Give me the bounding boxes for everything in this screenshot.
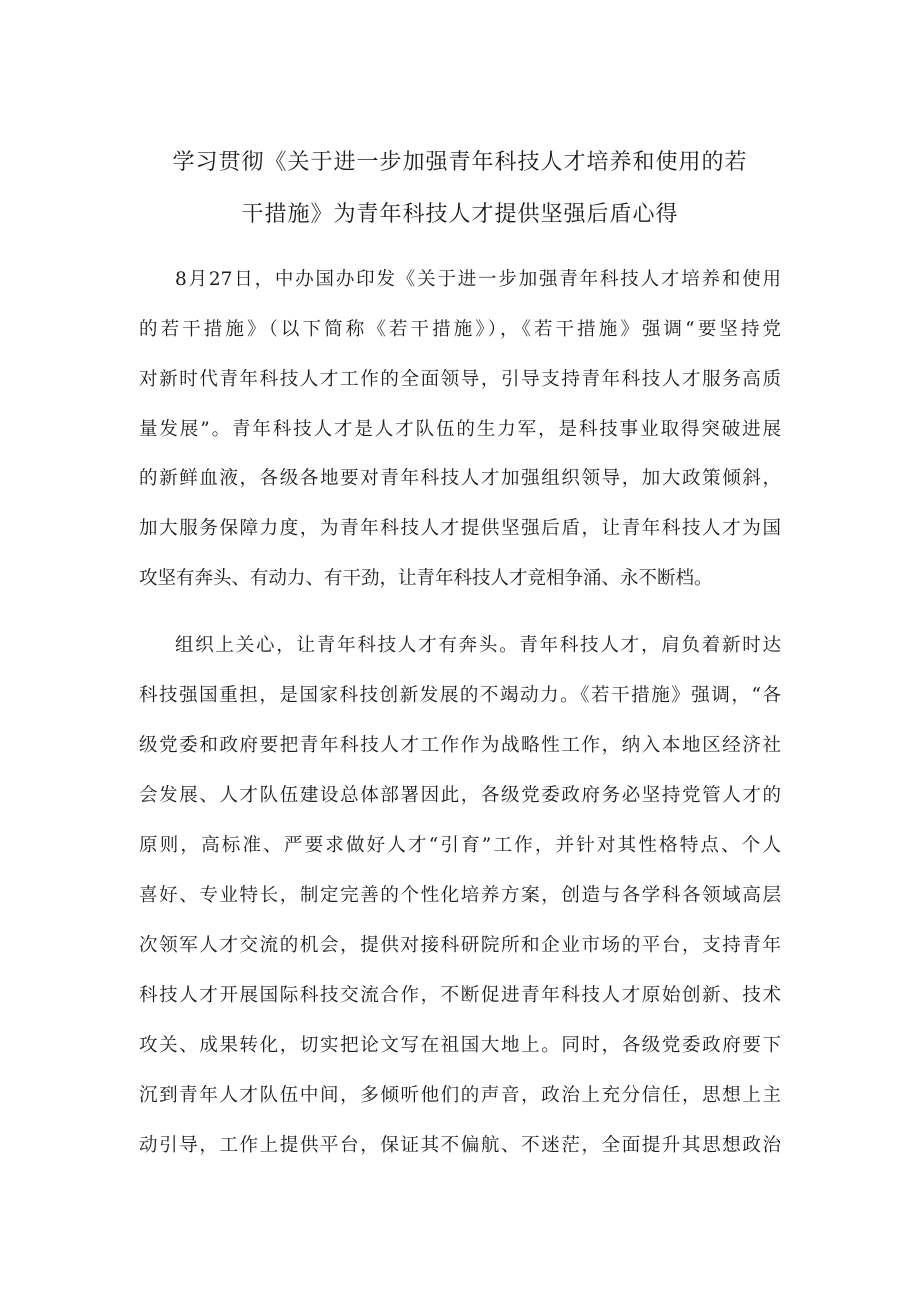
paragraph-line: 组织上关心，让青年科技人才有奔头。青年科技人才，肩负着新时达 [175, 635, 781, 656]
paragraph-line: 动引导，工作上提供平台，保证其不偏航、不迷茫，全面提升其思想政治 [139, 1135, 781, 1156]
paragraph-line: 喜好、专业特长，制定完善的个性化培养方案，创造与各学科各领域高层 [139, 885, 781, 906]
paragraph-line: 加大服务保障力度，为青年科技人才提供坚强后盾，让青年科技人才为国 [139, 518, 781, 539]
paragraph-line: 沉到青年人才队伍中间，多倾听他们的声音，政治上充分信任，思想上主 [139, 1085, 781, 1106]
paragraph-line: 对新时代青年科技人才工作的全面领导，引导支持青年科技人才服务高质 [139, 369, 781, 390]
paragraph-line: 的新鲜血液，各级各地要对青年科技人才加强组织领导，加大政策倾斜， [139, 468, 781, 489]
paragraph-line: 科技强国重担，是国家科技创新发展的不竭动力。《若干措施》强调，“各 [139, 685, 781, 706]
paragraph-line: 攻关、成果转化，切实把论文写在祖国大地上。同时，各级党委政府要下 [139, 1035, 781, 1056]
document-title-line-1: 学习贯彻《关于进一步加强青年科技人才培养和使用的若 [172, 150, 748, 175]
paragraph-line: 级党委和政府要把青年科技人才工作作为战略性工作，纳入本地区经济社 [139, 735, 781, 756]
paragraph-line: 攻坚有奔头、有动力、有干劲，让青年科技人才竞相争涌、永不断档。 [139, 568, 713, 589]
paragraph-line: 次领军人才交流的机会，提供对接科研院所和企业市场的平台，支持青年 [139, 935, 781, 956]
paragraph-line: 科技人才开展国际科技交流合作，不断促进青年科技人才原始创新、技术 [139, 985, 781, 1006]
paragraph-line: 的若干措施》（以下简称《若干措施》），《若干措施》强调“要坚持党 [139, 319, 781, 340]
paragraph-line: 8月27日，中办国办印发《关于进一步加强青年科技人才培养和使用 [175, 269, 781, 290]
paragraph-line: 会发展、人才队伍建设总体部署因此，各级党委政府务必坚持党管人才的 [139, 785, 781, 806]
paragraph-line: 原则，高标准、严要求做好人才“引育”工作，并针对其性格特点、个人 [139, 835, 781, 856]
paragraph-line: 量发展”。青年科技人才是人才队伍的生力军，是科技事业取得突破进展 [139, 419, 781, 440]
document-title-line-2: 干措施》为青年科技人才提供坚强后盾心得 [241, 202, 679, 227]
